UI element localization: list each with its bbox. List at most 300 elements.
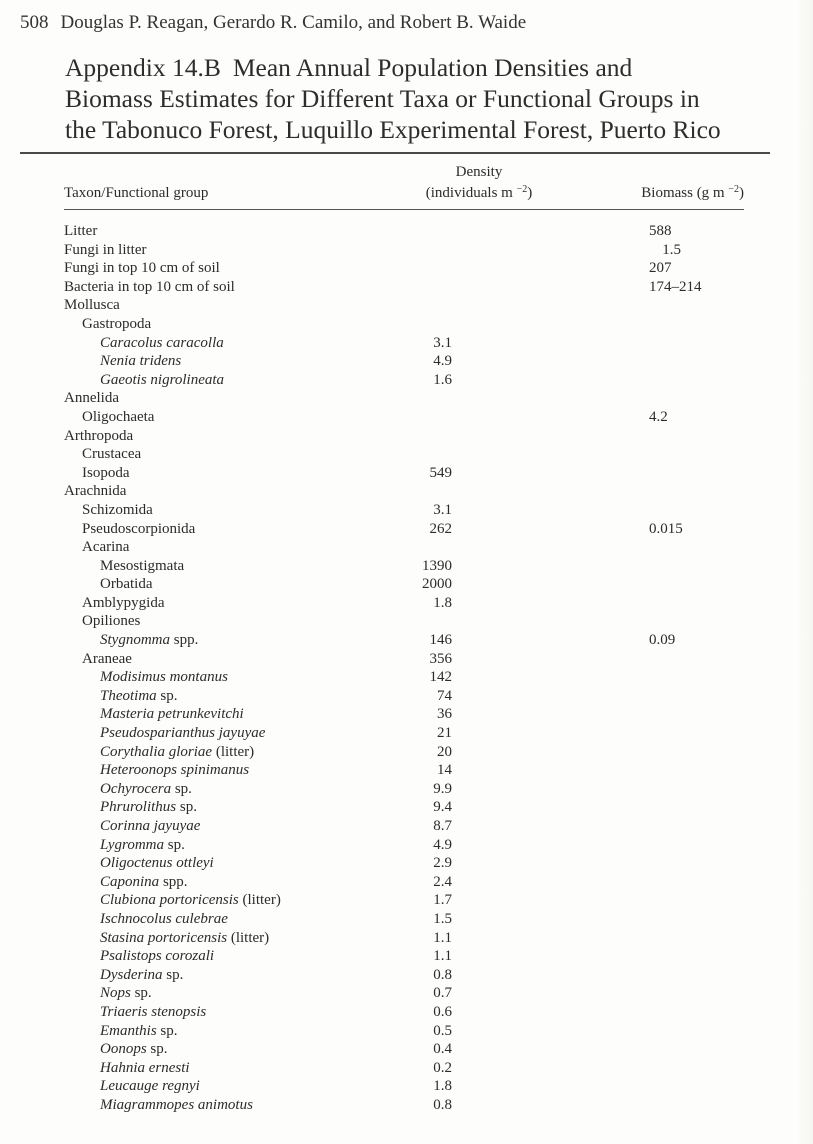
taxon-suffix: sp. — [171, 780, 192, 797]
density-value: 0.8 — [433, 1096, 452, 1113]
taxon-species-name: Emanthis — [100, 1022, 157, 1039]
biomass-cell — [554, 817, 744, 836]
biomass-cell — [554, 947, 744, 966]
biomass-cell — [554, 798, 744, 817]
table-row — [64, 650, 744, 669]
table-row — [64, 501, 744, 520]
taxon-cell — [64, 389, 404, 408]
table-row — [64, 612, 744, 631]
biomass-cell — [554, 445, 744, 464]
density-cell — [404, 780, 554, 799]
taxon-cell — [64, 575, 404, 594]
biomass-cell — [554, 631, 744, 650]
appendix-title — [65, 52, 765, 145]
biomass-cell — [554, 1059, 744, 1078]
biomass-cell — [554, 984, 744, 1003]
density-value: 2.9 — [433, 855, 452, 872]
taxon-species-name: Triaeris stenopsis — [100, 1003, 207, 1020]
biomass-value: 0.015 — [649, 520, 683, 537]
header-biomass-exp: −2 — [728, 184, 739, 195]
taxon-name: Fungi in top 10 cm of soil — [64, 260, 220, 277]
biomass-cell — [554, 761, 744, 780]
density-cell — [404, 482, 554, 501]
taxon-name: Fungi in litter — [64, 241, 147, 258]
table-row — [64, 222, 744, 241]
taxon-cell — [64, 650, 404, 669]
table-row — [64, 1096, 744, 1115]
table-row — [64, 315, 744, 334]
biomass-value: 588 — [649, 223, 672, 239]
table-row — [64, 798, 744, 817]
taxon-cell — [64, 520, 404, 539]
taxon-species-name: Corythalia gloriae — [100, 743, 213, 760]
density-cell — [404, 241, 554, 260]
taxon-cell — [64, 910, 404, 929]
taxon-cell — [64, 984, 404, 1003]
taxon-suffix: spp. — [159, 873, 188, 890]
density-cell — [404, 296, 554, 315]
taxon-cell — [64, 427, 404, 446]
density-value: 1.7 — [433, 892, 452, 909]
density-cell — [404, 222, 554, 241]
taxon-species-name: Ochyrocera — [100, 780, 172, 797]
taxon-species-name: Dysderina — [100, 966, 163, 983]
taxon-cell — [64, 743, 404, 762]
header-biomass — [554, 163, 744, 210]
biomass-cell — [554, 891, 744, 910]
density-value: 1.8 — [433, 594, 452, 611]
biomass-cell — [554, 352, 744, 371]
density-cell — [404, 1077, 554, 1096]
taxon-cell — [64, 612, 404, 631]
taxon-suffix: sp. — [156, 687, 178, 704]
taxon-species-name: Masteria petrunkevitchi — [100, 706, 244, 723]
density-cell — [404, 1040, 554, 1059]
density-cell — [404, 743, 554, 762]
biomass-cell — [554, 650, 744, 669]
density-cell — [404, 631, 554, 650]
table-row — [64, 352, 744, 371]
density-cell — [404, 575, 554, 594]
biomass-cell — [554, 929, 744, 948]
table-body — [64, 210, 744, 1115]
table-row — [64, 575, 744, 594]
biomass-cell — [554, 371, 744, 390]
taxon-name: Arthropoda — [64, 427, 134, 444]
density-value: 0.5 — [433, 1022, 452, 1039]
taxon-cell — [64, 1077, 404, 1096]
biomass-cell — [554, 575, 744, 594]
table-header-row — [64, 163, 744, 210]
biomass-cell — [554, 389, 744, 408]
density-cell — [404, 947, 554, 966]
taxon-cell — [64, 296, 404, 315]
taxon-species-name: Lygromma — [100, 836, 164, 853]
taxon-species-name: Hahnia ernesti — [100, 1059, 190, 1076]
density-cell — [404, 854, 554, 873]
table-row — [64, 1059, 744, 1078]
title-line-2: Biomass Estimates for Different Taxa or Functional Groups in — [65, 84, 700, 113]
density-value: 8.7 — [433, 818, 452, 834]
density-value: 4.9 — [433, 353, 452, 370]
density-cell — [404, 705, 554, 724]
taxon-name: Araneae — [82, 650, 132, 667]
density-biomass-table — [64, 163, 744, 1115]
appendix-label: Appendix 14.B — [65, 53, 221, 82]
taxon-cell — [64, 947, 404, 966]
density-value: 14 — [437, 762, 452, 779]
table-row — [64, 389, 744, 408]
table-row — [64, 705, 744, 724]
header-biomass-close: ) — [739, 185, 744, 201]
density-cell — [404, 984, 554, 1003]
density-value: 0.2 — [433, 1059, 452, 1076]
biomass-cell — [554, 724, 744, 743]
density-cell — [404, 538, 554, 557]
taxon-cell — [64, 929, 404, 948]
taxon-cell — [64, 352, 404, 371]
taxon-cell — [64, 1059, 404, 1078]
taxon-cell — [64, 1003, 404, 1022]
biomass-cell — [554, 743, 744, 762]
taxon-cell — [64, 538, 404, 557]
biomass-cell — [554, 1022, 744, 1041]
biomass-cell — [554, 259, 744, 278]
table-row — [64, 482, 744, 501]
density-value: 1390 — [422, 557, 452, 574]
density-value: 549 — [429, 464, 452, 481]
density-value: 74 — [437, 687, 452, 704]
taxon-name: Mollusca — [64, 297, 120, 314]
density-value: 2.4 — [433, 873, 452, 890]
taxon-cell — [64, 836, 404, 855]
taxon-suffix: sp. — [176, 799, 197, 816]
taxon-cell — [64, 222, 404, 241]
header-density-unit: (individuals m — [425, 185, 513, 201]
taxon-species-name: Oligoctenus ottleyi — [100, 855, 214, 872]
taxon-name: Litter — [64, 223, 98, 239]
biomass-value: 4.2 — [649, 408, 668, 425]
table-row — [64, 334, 744, 353]
header-biomass-text: Biomass (g m — [641, 185, 725, 201]
table-row — [64, 743, 744, 762]
taxon-cell — [64, 687, 404, 706]
taxon-cell — [64, 408, 404, 427]
table-row — [64, 966, 744, 985]
taxon-cell — [64, 1040, 404, 1059]
taxon-suffix: spp. — [170, 632, 199, 649]
density-cell — [404, 798, 554, 817]
taxon-cell — [64, 798, 404, 817]
table-row — [64, 947, 744, 966]
page-edge-shadow — [799, 0, 813, 1144]
density-value: 3.1 — [433, 501, 452, 518]
taxon-cell — [64, 557, 404, 576]
taxon-species-name: Psalistops corozali — [100, 948, 215, 965]
density-cell — [404, 612, 554, 631]
taxon-name: Isopoda — [82, 464, 130, 481]
density-cell — [404, 464, 554, 483]
density-cell — [404, 352, 554, 371]
taxon-suffix: (litter) — [227, 929, 270, 946]
taxon-cell — [64, 594, 404, 613]
header-density-close: ) — [527, 185, 533, 201]
biomass-cell — [554, 705, 744, 724]
title-rule — [20, 152, 770, 154]
title-line-1 — [65, 52, 765, 83]
table-row — [64, 445, 744, 464]
taxon-suffix: sp. — [164, 836, 185, 853]
density-cell — [404, 1003, 554, 1022]
taxon-species-name: Oonops — [100, 1041, 147, 1058]
density-cell — [404, 445, 554, 464]
density-cell — [404, 427, 554, 446]
density-value: 9.4 — [433, 799, 452, 816]
density-cell — [404, 594, 554, 613]
taxon-name: Gastropoda — [82, 315, 152, 332]
taxon-species-name: Nenia tridens — [100, 353, 182, 370]
taxon-species-name: Modisimus montanus — [100, 669, 228, 686]
density-value: 4.9 — [433, 836, 452, 853]
density-cell — [404, 910, 554, 929]
taxon-cell — [64, 241, 404, 260]
biomass-cell — [554, 854, 744, 873]
taxon-cell — [64, 780, 404, 799]
density-value: 2000 — [422, 576, 452, 593]
running-head-authors: Douglas P. Reagan, Gerardo R. Camilo, and Robert B. Waide — [60, 12, 527, 33]
table-row — [64, 278, 744, 297]
taxon-name: Arachnida — [64, 483, 127, 500]
density-value: 0.8 — [433, 966, 452, 983]
density-cell — [404, 408, 554, 427]
biomass-cell — [554, 501, 744, 520]
taxon-species-name: Nops — [100, 985, 131, 1002]
biomass-cell — [554, 482, 744, 501]
taxon-name: Schizomida — [82, 501, 153, 518]
biomass-cell — [554, 1096, 744, 1115]
table-row — [64, 538, 744, 557]
density-value: 3.1 — [433, 334, 452, 351]
running-head — [20, 12, 526, 34]
taxon-name: Orbatida — [100, 576, 153, 593]
taxon-name: Acarina — [82, 539, 130, 556]
density-cell — [404, 873, 554, 892]
density-cell — [404, 1022, 554, 1041]
table-row — [64, 464, 744, 483]
page-number: 508 — [20, 12, 49, 33]
density-cell — [404, 761, 554, 780]
density-value: 20 — [437, 743, 452, 760]
taxon-suffix: sp. — [156, 1022, 178, 1039]
biomass-cell — [554, 241, 744, 260]
taxon-suffix: sp. — [130, 985, 152, 1002]
taxon-cell — [64, 445, 404, 464]
table-row — [64, 520, 744, 539]
taxon-species-name: Ischnocolus culebrae — [100, 910, 228, 927]
table-row — [64, 241, 744, 260]
density-cell — [404, 929, 554, 948]
taxon-cell — [64, 1022, 404, 1041]
table-row — [64, 891, 744, 910]
taxon-cell — [64, 1096, 404, 1115]
table-row — [64, 557, 744, 576]
taxon-cell — [64, 966, 404, 985]
density-cell — [404, 557, 554, 576]
header-taxon: Taxon/Functional group — [64, 163, 404, 210]
table-row — [64, 929, 744, 948]
density-cell — [404, 966, 554, 985]
table-row — [64, 594, 744, 613]
biomass-cell — [554, 780, 744, 799]
taxon-species-name: Gaeotis nigrolineata — [100, 371, 225, 388]
biomass-cell — [554, 278, 744, 297]
biomass-cell — [554, 1003, 744, 1022]
density-cell — [404, 389, 554, 408]
density-cell — [404, 1096, 554, 1115]
density-cell — [404, 817, 554, 836]
taxon-cell — [64, 334, 404, 353]
table-row — [64, 259, 744, 278]
taxon-species-name: Caracolus caracolla — [100, 334, 224, 351]
biomass-cell — [554, 594, 744, 613]
density-value: 0.6 — [433, 1003, 452, 1020]
biomass-cell — [554, 315, 744, 334]
table-row — [64, 817, 744, 836]
taxon-name: Crustacea — [82, 446, 142, 463]
header-density-line2 — [404, 181, 554, 202]
density-value: 0.7 — [433, 985, 452, 1002]
biomass-value: 1.5 — [662, 241, 681, 258]
biomass-cell — [554, 464, 744, 483]
taxon-name: Bacteria in top 10 cm of soil — [64, 278, 235, 295]
title-text-1: Mean Annual Population Densities and — [232, 53, 633, 82]
taxon-cell — [64, 631, 404, 650]
density-cell — [404, 315, 554, 334]
taxon-cell — [64, 705, 404, 724]
density-cell — [404, 334, 554, 353]
table-row — [64, 984, 744, 1003]
taxon-species-name: Phrurolithus — [100, 799, 177, 816]
taxon-suffix: sp. — [146, 1041, 168, 1058]
density-value: 356 — [429, 650, 452, 667]
taxon-species-name: Heteroonops spinimanus — [100, 762, 250, 779]
table-row — [64, 687, 744, 706]
biomass-cell — [554, 557, 744, 576]
taxon-cell — [64, 482, 404, 501]
taxon-cell — [64, 873, 404, 892]
taxon-cell — [64, 464, 404, 483]
taxon-cell — [64, 817, 404, 836]
taxon-cell — [64, 259, 404, 278]
taxon-name: Annelida — [64, 390, 119, 407]
table-row — [64, 780, 744, 799]
header-density-exp: −2 — [516, 184, 528, 195]
density-cell — [404, 836, 554, 855]
header-spacer — [64, 210, 744, 223]
taxon-name: Pseudoscorpionida — [82, 520, 196, 537]
density-value: 146 — [429, 632, 452, 649]
table-row — [64, 910, 744, 929]
table-row — [64, 1077, 744, 1096]
biomass-cell — [554, 836, 744, 855]
taxon-species-name: Leucauge regnyi — [100, 1078, 200, 1095]
table-row — [64, 724, 744, 743]
density-cell — [404, 371, 554, 390]
taxon-cell — [64, 724, 404, 743]
density-value: 1.5 — [433, 910, 452, 927]
biomass-cell — [554, 520, 744, 539]
density-value: 1.1 — [433, 948, 452, 965]
taxon-name: Oligochaeta — [82, 408, 155, 425]
table-row — [64, 668, 744, 687]
biomass-cell — [554, 427, 744, 446]
biomass-cell — [554, 538, 744, 557]
table-row — [64, 854, 744, 873]
taxon-species-name: Stygnomma — [100, 632, 170, 649]
taxon-suffix: (litter) — [212, 743, 255, 760]
taxon-cell — [64, 371, 404, 390]
table-row — [64, 371, 744, 390]
table-row — [64, 1003, 744, 1022]
title-line-3: the Tabonuco Forest, Luquillo Experimental Forest, Puerto Rico — [65, 115, 721, 144]
biomass-cell — [554, 296, 744, 315]
taxon-name: Amblypygida — [82, 594, 165, 611]
density-value: 1.1 — [433, 929, 452, 946]
taxon-species-name: Caponina — [100, 873, 160, 890]
density-value: 142 — [429, 669, 452, 686]
taxon-cell — [64, 854, 404, 873]
biomass-value: 0.09 — [649, 632, 676, 649]
taxon-cell — [64, 761, 404, 780]
biomass-value: 207 — [649, 260, 672, 277]
taxon-cell — [64, 501, 404, 520]
biomass-cell — [554, 222, 744, 241]
biomass-cell — [554, 408, 744, 427]
table-row — [64, 1040, 744, 1059]
taxon-species-name: Miagrammopes animotus — [100, 1096, 253, 1113]
taxon-cell — [64, 315, 404, 334]
table-row — [64, 836, 744, 855]
taxon-species-name: Clubiona portoricensis — [100, 892, 239, 909]
taxon-suffix: (litter) — [238, 892, 281, 909]
taxon-species-name: Stasina portoricensis — [100, 929, 228, 946]
density-cell — [404, 891, 554, 910]
density-cell — [404, 668, 554, 687]
density-cell — [404, 501, 554, 520]
table-row — [64, 873, 744, 892]
density-cell — [404, 278, 554, 297]
header-density-line1: Density — [455, 164, 503, 180]
density-cell — [404, 259, 554, 278]
biomass-cell — [554, 873, 744, 892]
biomass-cell — [554, 1040, 744, 1059]
taxon-suffix: sp. — [162, 966, 184, 983]
density-value: 36 — [437, 706, 452, 723]
table-row — [64, 296, 744, 315]
density-value: 1.8 — [433, 1078, 452, 1095]
taxon-species-name: Corinna jayuyae — [100, 818, 201, 834]
taxon-species-name: Theotima — [100, 687, 157, 704]
table-row — [64, 761, 744, 780]
biomass-cell — [554, 334, 744, 353]
taxon-cell — [64, 891, 404, 910]
density-cell — [404, 687, 554, 706]
density-cell — [404, 1059, 554, 1078]
taxon-cell — [64, 278, 404, 297]
biomass-cell — [554, 1077, 744, 1096]
biomass-cell — [554, 687, 744, 706]
density-cell — [404, 650, 554, 669]
